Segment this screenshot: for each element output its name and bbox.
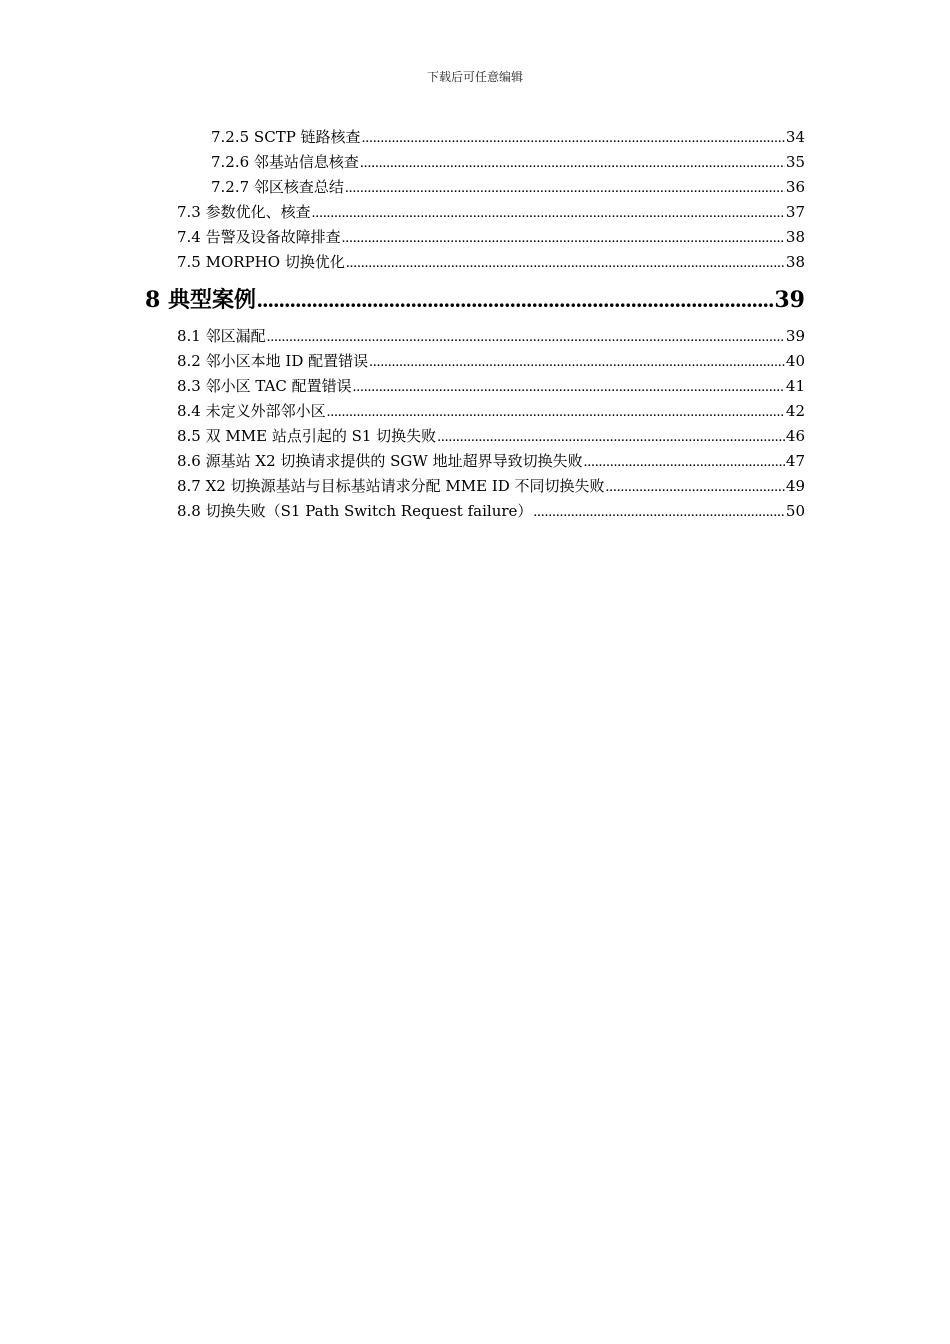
toc-page-number: 41: [785, 377, 805, 395]
toc-entry-title: 8.8 切换失败（S1 Path Switch Request failure）: [177, 502, 533, 520]
toc-dot-leader: [346, 251, 785, 276]
toc-page-number: 39: [774, 287, 805, 313]
toc-dot-leader: [342, 226, 785, 251]
toc-entry-title: 8.1 邻区漏配: [177, 327, 266, 345]
toc-entry-title: 8.4 未定义外部邻小区: [177, 402, 326, 420]
toc-page-number: 39: [785, 327, 805, 345]
toc-entry-title: 7.5 MORPHO 切换优化: [177, 253, 345, 271]
toc-dot-leader: [267, 325, 785, 350]
toc-dot-leader: [345, 176, 785, 201]
toc-entry-title: 8.6 源基站 X2 切换请求提供的 SGW 地址超界导致切换失败: [177, 452, 583, 470]
toc-entry-title: 8 典型案例: [145, 287, 256, 313]
toc-dot-leader: [257, 283, 773, 317]
toc-entry-8-6[interactable]: [177, 449, 805, 474]
toc-entry-7-2-7[interactable]: [211, 175, 805, 200]
toc-dot-leader: [362, 126, 785, 151]
toc-page-number: 49: [785, 477, 805, 495]
toc-page-number: 50: [785, 502, 805, 520]
toc-entry-title: 7.2.7 邻区核查总结: [211, 178, 344, 196]
toc-dot-leader: [437, 425, 785, 450]
toc-entry-7-4[interactable]: [177, 225, 805, 250]
toc-dot-leader: [533, 500, 785, 525]
toc-entry-8-4[interactable]: [177, 399, 805, 424]
toc-dot-leader: [584, 450, 785, 475]
toc-entry-8-1[interactable]: [177, 324, 805, 349]
toc-entry-title: 8.3 邻小区 TAC 配置错误: [177, 377, 352, 395]
page-header: 下载后可任意编辑: [426, 70, 523, 84]
toc-dot-leader: [312, 201, 785, 226]
toc-entry-7-5[interactable]: [177, 250, 805, 275]
toc-entry-7-2-6[interactable]: [211, 150, 805, 175]
toc-entry-8-8[interactable]: [177, 499, 805, 524]
toc-dot-leader: [369, 350, 785, 375]
toc-entry-8-3[interactable]: [177, 374, 805, 399]
toc-entry-title: 7.2.5 SCTP 链路核查: [211, 128, 361, 146]
toc-page-number: 36: [785, 178, 805, 196]
toc-entry-8-2[interactable]: [177, 349, 805, 374]
toc-entry-title: 7.3 参数优化、核查: [177, 203, 311, 221]
toc-page-number: 40: [785, 352, 805, 370]
toc-entry-title: 8.5 双 MME 站点引起的 S1 切换失败: [177, 427, 437, 445]
toc-dot-leader: [606, 475, 785, 500]
toc-entry-8-5[interactable]: [177, 424, 805, 449]
toc-entry-chapter-8[interactable]: [145, 283, 805, 317]
toc-entry-title: 8.2 邻小区本地 ID 配置错误: [177, 352, 369, 370]
toc-page-number: 35: [785, 153, 805, 171]
toc-page-number: 37: [785, 203, 805, 221]
toc-page-number: 47: [785, 452, 805, 470]
toc-page-number: 38: [785, 228, 805, 246]
toc-page-number: 34: [785, 128, 805, 146]
toc-page-number: 42: [785, 402, 805, 420]
toc-dot-leader: [353, 375, 785, 400]
toc-entry-7-3[interactable]: [177, 200, 805, 225]
toc-page-number: 46: [785, 427, 805, 445]
toc-entry-8-7[interactable]: [177, 474, 805, 499]
toc-page-number: 38: [785, 253, 805, 271]
toc-entry-7-2-5[interactable]: [211, 125, 805, 150]
toc-dot-leader: [327, 400, 785, 425]
toc-entry-title: 8.7 X2 切换源基站与目标基站请求分配 MME ID 不同切换失败: [177, 477, 605, 495]
toc-entry-title: 7.2.6 邻基站信息核查: [211, 153, 359, 171]
toc-entry-title: 7.4 告警及设备故障排查: [177, 228, 341, 246]
toc-dot-leader: [360, 151, 785, 176]
